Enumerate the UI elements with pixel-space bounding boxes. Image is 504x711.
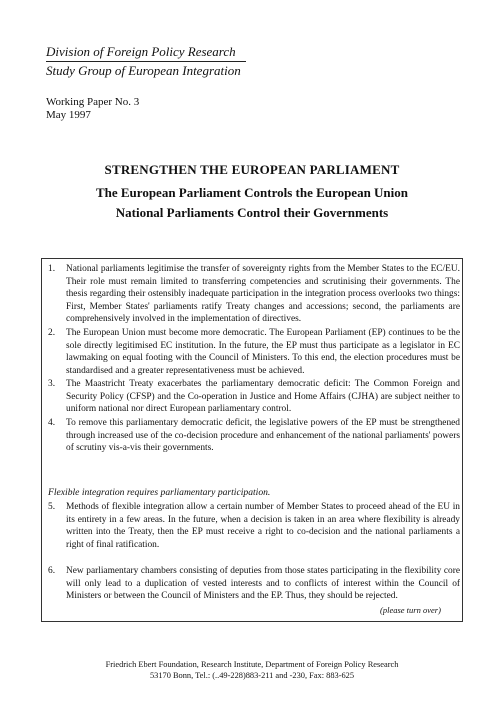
thesis-item [48, 501, 460, 551]
subtitle-line-2: National Parliaments Control their Governments [115, 205, 389, 220]
item-number: 6. [48, 566, 56, 576]
item-text: The European Union must become more democratic. The European Parliament (EP) continues to be the sole directly legitimised EC institution. In the future, the EP must thus participate as a legislator in EC lawmaking on equal footing with the Council of Ministers. To this end, the election procedures must be standardised and a greater representativeness must be achieved. [66, 328, 460, 376]
item-text: Methods of flexible integration allow a certain number of Member States to proceed ahead of the EU in its entirety in a few areas. In the future, when a decision is taken in an area where flexibility is already written into the Treaty, then the EP must receive a right to co-decision and the national parliaments a right of final ratification. [66, 502, 460, 550]
document-title: STRENGTHEN THE EUROPEAN PARLIAMENT [104, 162, 400, 177]
subtitle-line-1: The European Parliament Controls the European Union [95, 185, 409, 200]
item-text: New parliamentary chambers consisting of deputies from those states participating in the flexibility core will only lead to a duplication of vested interests and to conflicts of interest within the Council of Ministers or between the Council of Ministers and the EP. Thus, they should be rejected. [66, 566, 460, 602]
footer-contact: 53170 Bonn, Tel.: (..49-228)883-211 and -230, Fax: 883-625 [149, 671, 355, 680]
thesis-item [48, 378, 460, 416]
item-number: 1. [48, 264, 56, 274]
working-paper-number: Working Paper No. 3 [46, 96, 140, 108]
division-heading: Division of Foreign Policy Research [46, 44, 236, 59]
item-number: 5. [48, 502, 56, 512]
item-number: 2. [48, 328, 56, 338]
item-text: The Maastricht Treaty exacerbates the parliamentary democratic deficit: The Common Foreign and Security Policy (CFSP) and the Co-operation in Justice and Home Affairs (CJHA) are subject neither to uniform national nor direct European parliamentary control. [66, 379, 460, 415]
header-divider [46, 61, 246, 62]
study-group-heading: Study Group of European Integration [46, 63, 241, 78]
publication-date: May 1997 [46, 109, 91, 121]
thesis-item [48, 417, 460, 455]
item-number: 3. [48, 379, 56, 389]
footer-institution: Friedrich Ebert Foundation, Research Institute, Department of Foreign Policy Research [105, 660, 399, 669]
thesis-item [48, 327, 460, 377]
item-text: National parliaments legitimise the transfer of sovereignty rights from the Member States to the EC/EU. Their role must remain limited to transferring competencies and scrutinising their governments. The thesis regarding their ostensibly inadequate participation in the integration process overlooks two things: First, Member States' parliaments ratify Treaty changes and accessions; second, the parliaments are comprehensively involved in the implementation of directives. [66, 264, 460, 325]
thesis-item [48, 565, 460, 603]
section-heading: Flexible integration requires parliamentary participation. [48, 487, 271, 498]
thesis-item [48, 263, 460, 326]
item-number: 4. [48, 418, 56, 428]
page-turn-note: (please turn over) [380, 605, 441, 615]
item-text: To remove this parliamentary democratic deficit, the legislative powers of the EP must be strengthened through increased use of the co-decision procedure and enhancement of the national parliaments' powers of scrutiny vis-a-vis their governments. [66, 418, 460, 454]
